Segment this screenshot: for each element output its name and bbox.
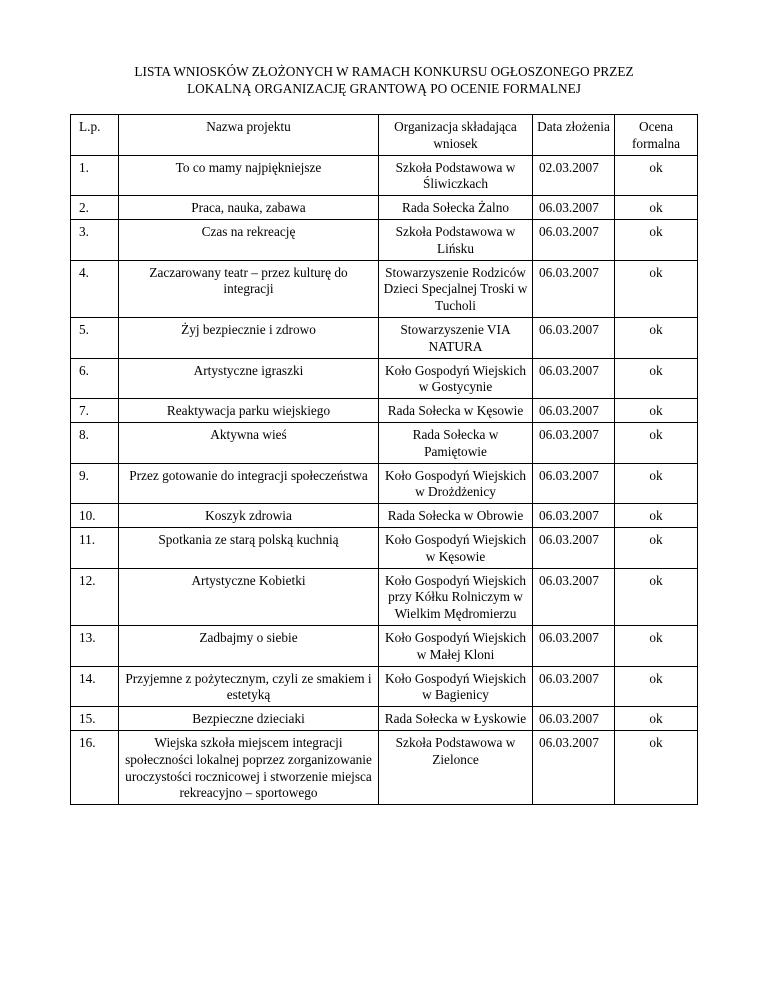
cell-org: Rada Sołecka w Kęsowie bbox=[379, 399, 533, 423]
cell-grade: ok bbox=[615, 155, 698, 196]
cell-lp: 3. bbox=[71, 219, 119, 260]
table-row bbox=[71, 568, 698, 625]
cell-grade: ok bbox=[615, 730, 698, 804]
cell-grade: ok bbox=[615, 625, 698, 666]
table-row bbox=[71, 196, 698, 220]
title-line-2: LOKALNĄ ORGANIZACJĘ GRANTOWĄ PO OCENIE FORMALNEJ bbox=[187, 81, 581, 96]
cell-name: To co mamy najpiękniejsze bbox=[119, 155, 379, 196]
cell-date: 06.03.2007 bbox=[533, 625, 615, 666]
cell-date: 06.03.2007 bbox=[533, 196, 615, 220]
cell-name: Czas na rekreację bbox=[119, 219, 379, 260]
header-grade: Ocena formalna bbox=[615, 115, 698, 156]
cell-lp: 16. bbox=[71, 730, 119, 804]
cell-org: Rada Sołecka w Łyskowie bbox=[379, 707, 533, 731]
cell-lp: 1. bbox=[71, 155, 119, 196]
cell-org: Koło Gospodyń Wiejskich w Gostycynie bbox=[379, 358, 533, 399]
cell-org: Koło Gospodyń Wiejskich w Małej Kloni bbox=[379, 625, 533, 666]
cell-lp: 4. bbox=[71, 260, 119, 317]
cell-grade: ok bbox=[615, 260, 698, 317]
cell-name: Spotkania ze starą polską kuchnią bbox=[119, 527, 379, 568]
header-name: Nazwa projektu bbox=[119, 115, 379, 156]
cell-grade: ok bbox=[615, 666, 698, 707]
table-row bbox=[71, 625, 698, 666]
cell-date: 06.03.2007 bbox=[533, 463, 615, 504]
document-title bbox=[0, 63, 768, 97]
cell-lp: 12. bbox=[71, 568, 119, 625]
cell-grade: ok bbox=[615, 317, 698, 358]
cell-name: Aktywna wieś bbox=[119, 422, 379, 463]
cell-date: 06.03.2007 bbox=[533, 219, 615, 260]
cell-grade: ok bbox=[615, 504, 698, 528]
cell-date: 06.03.2007 bbox=[533, 504, 615, 528]
cell-name: Praca, nauka, zabawa bbox=[119, 196, 379, 220]
cell-lp: 2. bbox=[71, 196, 119, 220]
cell-lp: 15. bbox=[71, 707, 119, 731]
cell-date: 06.03.2007 bbox=[533, 260, 615, 317]
cell-org: Koło Gospodyń Wiejskich w Drożdżenicy bbox=[379, 463, 533, 504]
cell-name: Koszyk zdrowia bbox=[119, 504, 379, 528]
table-row bbox=[71, 422, 698, 463]
cell-grade: ok bbox=[615, 422, 698, 463]
table-row bbox=[71, 260, 698, 317]
cell-name: Bezpieczne dzieciaki bbox=[119, 707, 379, 731]
cell-grade: ok bbox=[615, 707, 698, 731]
title-line-1: LISTA WNIOSKÓW ZŁOŻONYCH W RAMACH KONKURSU OGŁOSZONEGO PRZEZ bbox=[134, 64, 634, 79]
cell-date: 06.03.2007 bbox=[533, 317, 615, 358]
header-org: Organizacja składająca wniosek bbox=[379, 115, 533, 156]
table-row bbox=[71, 219, 698, 260]
cell-org: Rada Sołecka w Obrowie bbox=[379, 504, 533, 528]
cell-lp: 10. bbox=[71, 504, 119, 528]
cell-name: Wiejska szkoła miejscem integracji społeczności lokalnej poprzez zorganizowanie uroczystości rocznicowej i stworzenie miejsca rekreacyjno – sportowego bbox=[119, 730, 379, 804]
cell-grade: ok bbox=[615, 196, 698, 220]
cell-grade: ok bbox=[615, 358, 698, 399]
cell-grade: ok bbox=[615, 568, 698, 625]
cell-date: 06.03.2007 bbox=[533, 358, 615, 399]
table-row bbox=[71, 504, 698, 528]
cell-date: 02.03.2007 bbox=[533, 155, 615, 196]
cell-date: 06.03.2007 bbox=[533, 666, 615, 707]
cell-grade: ok bbox=[615, 527, 698, 568]
table-body bbox=[71, 155, 698, 805]
cell-name: Artystyczne igraszki bbox=[119, 358, 379, 399]
cell-date: 06.03.2007 bbox=[533, 422, 615, 463]
cell-org: Szkoła Podstawowa w Śliwiczkach bbox=[379, 155, 533, 196]
cell-grade: ok bbox=[615, 399, 698, 423]
table-row bbox=[71, 707, 698, 731]
table-row bbox=[71, 399, 698, 423]
table-row bbox=[71, 155, 698, 196]
header-date: Data złożenia bbox=[533, 115, 615, 156]
cell-lp: 6. bbox=[71, 358, 119, 399]
cell-grade: ok bbox=[615, 463, 698, 504]
table-row bbox=[71, 317, 698, 358]
cell-lp: 11. bbox=[71, 527, 119, 568]
table-row bbox=[71, 463, 698, 504]
cell-org: Szkoła Podstawowa w Zielonce bbox=[379, 730, 533, 804]
cell-org: Rada Sołecka w Pamiętowie bbox=[379, 422, 533, 463]
cell-org: Stowarzyszenie Rodziców Dzieci Specjalnej Troski w Tucholi bbox=[379, 260, 533, 317]
cell-org: Koło Gospodyń Wiejskich w Kęsowie bbox=[379, 527, 533, 568]
cell-name: Żyj bezpiecznie i zdrowo bbox=[119, 317, 379, 358]
cell-date: 06.03.2007 bbox=[533, 399, 615, 423]
cell-date: 06.03.2007 bbox=[533, 730, 615, 804]
cell-grade: ok bbox=[615, 219, 698, 260]
cell-name: Przyjemne z pożytecznym, czyli ze smakiem i estetyką bbox=[119, 666, 379, 707]
cell-org: Rada Sołecka Żalno bbox=[379, 196, 533, 220]
table-row bbox=[71, 527, 698, 568]
cell-date: 06.03.2007 bbox=[533, 707, 615, 731]
cell-lp: 8. bbox=[71, 422, 119, 463]
cell-lp: 5. bbox=[71, 317, 119, 358]
cell-name: Artystyczne Kobietki bbox=[119, 568, 379, 625]
cell-name: Zadbajmy o siebie bbox=[119, 625, 379, 666]
applications-table bbox=[70, 114, 698, 805]
cell-org: Szkoła Podstawowa w Lińsku bbox=[379, 219, 533, 260]
cell-org: Koło Gospodyń Wiejskich przy Kółku Rolniczym w Wielkim Mędromierzu bbox=[379, 568, 533, 625]
cell-lp: 14. bbox=[71, 666, 119, 707]
table-header-row bbox=[71, 115, 698, 156]
header-lp: L.p. bbox=[71, 115, 119, 156]
cell-org: Stowarzyszenie VIA NATURA bbox=[379, 317, 533, 358]
cell-lp: 13. bbox=[71, 625, 119, 666]
cell-lp: 9. bbox=[71, 463, 119, 504]
table-row bbox=[71, 666, 698, 707]
cell-name: Reaktywacja parku wiejskiego bbox=[119, 399, 379, 423]
cell-date: 06.03.2007 bbox=[533, 527, 615, 568]
cell-org: Koło Gospodyń Wiejskich w Bagienicy bbox=[379, 666, 533, 707]
table-row bbox=[71, 358, 698, 399]
cell-date: 06.03.2007 bbox=[533, 568, 615, 625]
cell-name: Przez gotowanie do integracji społeczeństwa bbox=[119, 463, 379, 504]
cell-name: Zaczarowany teatr – przez kulturę do integracji bbox=[119, 260, 379, 317]
table-row bbox=[71, 730, 698, 804]
cell-lp: 7. bbox=[71, 399, 119, 423]
